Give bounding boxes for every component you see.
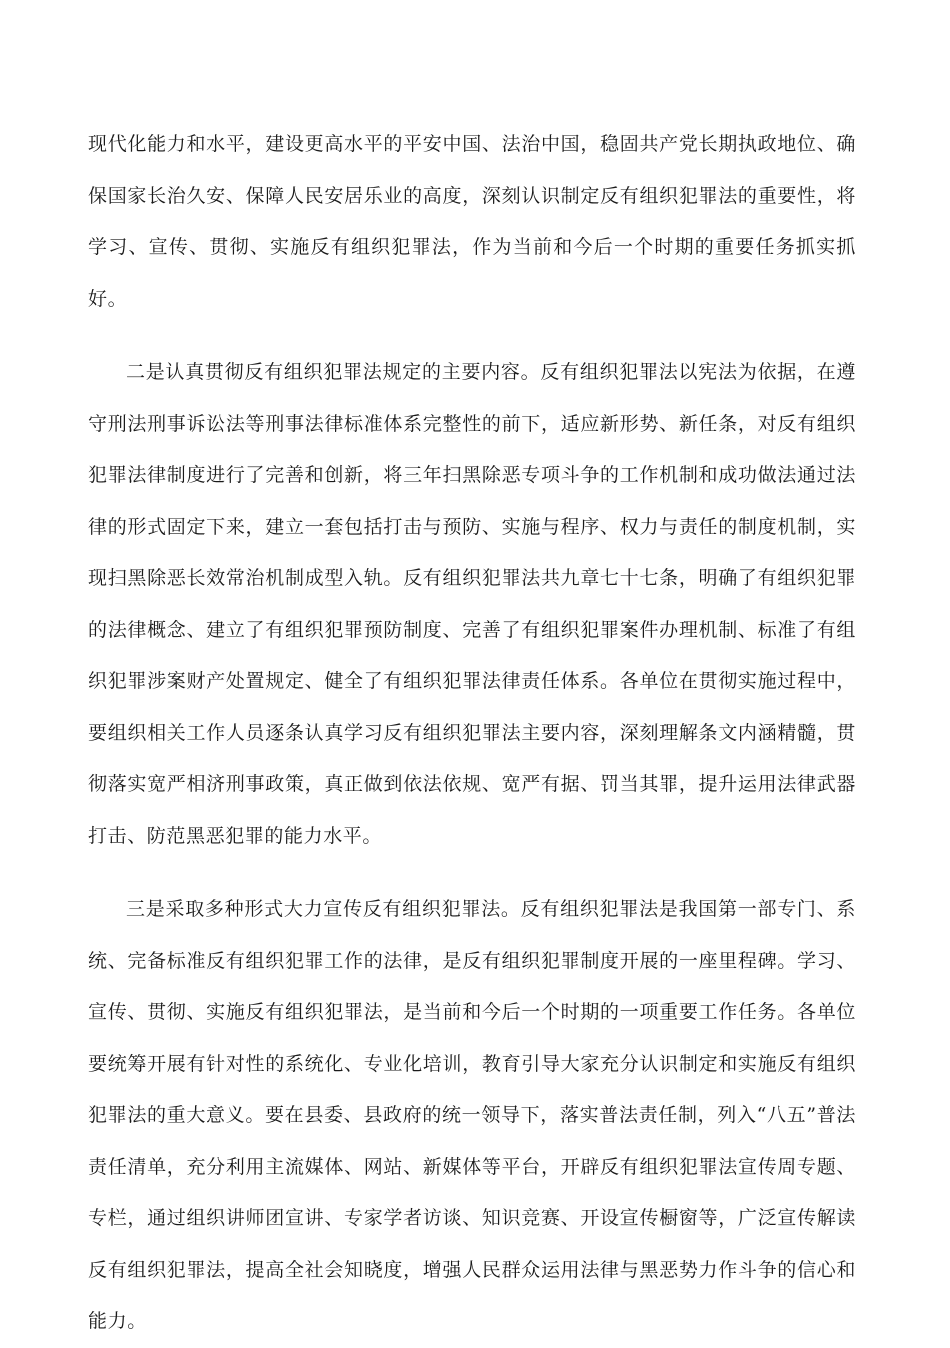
paragraph-continuation: 现代化能力和水平，建设更高水平的平安中国、法治中国，稳固共产党长期执政地位、确保国家长治久安、保障人民安居乐业的高度，深刻认识制定反有组织犯罪法的重要性，将学习、宣传、贯彻、实施反有组织犯罪法，作为当前和今后一个时期的重要任务抓实抓好。 bbox=[88, 133, 856, 310]
document-body bbox=[88, 119, 856, 1348]
paragraph-point-three: 三是采取多种形式大力宣传反有组织犯罪法。反有组织犯罪法是我国第一部专门、系统、完备标准反有组织犯罪工作的法律，是反有组织犯罪制度开展的一座里程碑。学习、宣传、贯彻、实施反有组织犯罪法，是当前和今后一个时期的一项重要工作任务。各单位要统筹开展有针对性的系统化、专业化培训，教育引导大家充分认识制定和实施反有组织犯罪法的重大意义。要在县委、县政府的统一领导下，落实普法责任制，列入“八五”普法责任清单，充分利用主流媒体、网站、新媒体等平台，开辟反有组织犯罪法宣传周专题、专栏，通过组织讲师团宣讲、专家学者访谈、知识竞赛、开设宣传橱窗等，广泛宣传解读反有组织犯罪法，提高全社会知晓度，增强人民群众运用法律与黑恶势力作斗争的信心和能力。 bbox=[88, 898, 856, 1332]
paragraph-point-two: 二是认真贯彻反有组织犯罪法规定的主要内容。反有组织犯罪法以宪法为依据，在遵守刑法刑事诉讼法等刑事法律标准体系完整性的前下，适应新形势、新任条，对反有组织犯罪法律制度进行了完善和创新，将三年扫黑除恶专项斗争的工作机制和成功做法通过法律的形式固定下来，建立一套包括打击与预防、实施与程序、权力与责任的制度机制，实现扫黑除恶长效常治机制成型入轨。反有组织犯罪法共九章七十七条，明确了有组织犯罪的法律概念、建立了有组织犯罪预防制度、完善了有组织犯罪案件办理机制、标准了有组织犯罪涉案财产处置规定、健全了有组织犯罪法律责任体系。各单位在贯彻实施过程中，要组织相关工作人员逐条认真学习反有组织犯罪法主要内容，深刻理解条文内涵精髓，贯彻落实宽严相济刑事政策，真正做到依法依规、宽严有据、罚当其罪，提升运用法律武器打击、防范黑恶犯罪的能力水平。 bbox=[88, 361, 856, 847]
